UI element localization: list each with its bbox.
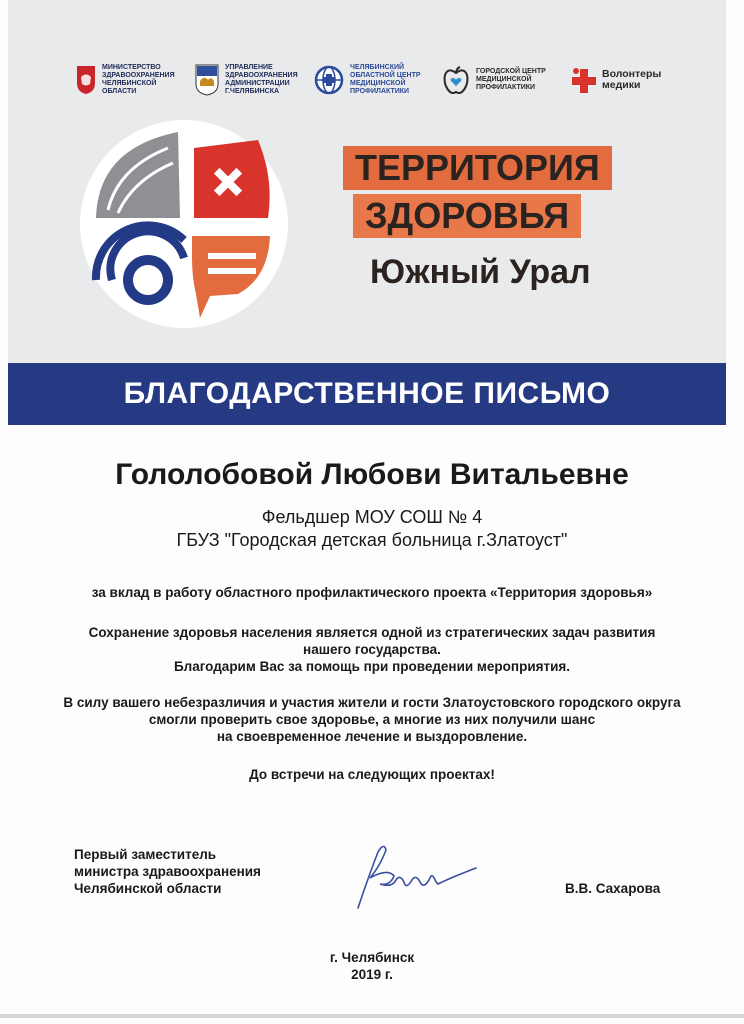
body-paragraph-2: Сохранение здоровья населения является одной из стратегических задач развития нашего государства. Благодарим Вас за помощь при проведении мероприятия.	[88, 625, 656, 674]
recipient-name: Гололобовой Любови Витальевне	[115, 458, 629, 491]
body-paragraph-3: В силу вашего небезразличия и участия жители и гости Златоустовского городского округа смогли проверить свое здоровье, а многие из них получили шанс на своевременное лечение и выздоровление.	[63, 695, 681, 744]
partner-logos	[70, 58, 670, 102]
city-admin-logo: УПРАВЛЕНИЕ ЗДРАВООХРАНЕНИЯ АДМИНИСТРАЦИИ Г.ЧЕЛЯБИНСКА	[195, 58, 305, 102]
signatory-title: Первый заместитель министра здравоохранения Челябинской области	[74, 847, 261, 896]
volunteers-logo: Волонтеры медики	[570, 58, 670, 102]
banner-title: БЛАГОДАРСТВЕННОЕ ПИСЬМО	[123, 377, 611, 410]
recipient-organization: ГБУЗ "Городская детская больница г.Златоуст"	[176, 530, 568, 550]
body-paragraph-4: До встречи на следующих проектах!	[249, 767, 495, 782]
title-line-1: ТЕРРИТОРИЯ	[343, 146, 612, 190]
project-subtitle: Южный Урал	[370, 253, 591, 291]
signatory-name: В.В. Сахарова	[565, 881, 661, 896]
recipient-role: Фельдшер МОУ СОШ № 4	[261, 507, 483, 527]
footer-city: г. Челябинск	[329, 950, 415, 965]
globe-icon	[314, 65, 344, 95]
bottom-edge	[0, 1014, 744, 1018]
project-title	[343, 146, 646, 246]
city-crest-icon	[195, 64, 219, 96]
ministry-logo: МИНИСТЕРСТВО ЗДРАВООХРАНЕНИЯ ЧЕЛЯБИНСКОЙ ОБЛАСТИ	[76, 58, 186, 102]
body-paragraph-1: за вклад в работу областного профилактического проекта «Территория здоровья»	[91, 585, 653, 600]
handwritten-signature	[340, 838, 480, 918]
footer-year: 2019 г.	[351, 967, 393, 982]
title-line-2: ЗДОРОВЬЯ	[353, 194, 581, 238]
regional-center-logo: ЧЕЛЯБИНСКИЙ ОБЛАСТНОЙ ЦЕНТР МЕДИЦИНСКОЙ ПРОФИЛАКТИКИ	[314, 58, 434, 102]
medical-cross-icon	[570, 65, 598, 95]
city-center-logo: ГОРОДСКОЙ ЦЕНТР МЕДИЦИНСКОЙ ПРОФИЛАКТИКИ	[442, 58, 562, 102]
apple-heart-icon	[442, 65, 470, 95]
territory-health-emblem-icon	[78, 118, 290, 330]
coat-of-arms-icon	[76, 65, 96, 95]
document-type-banner	[8, 363, 726, 425]
